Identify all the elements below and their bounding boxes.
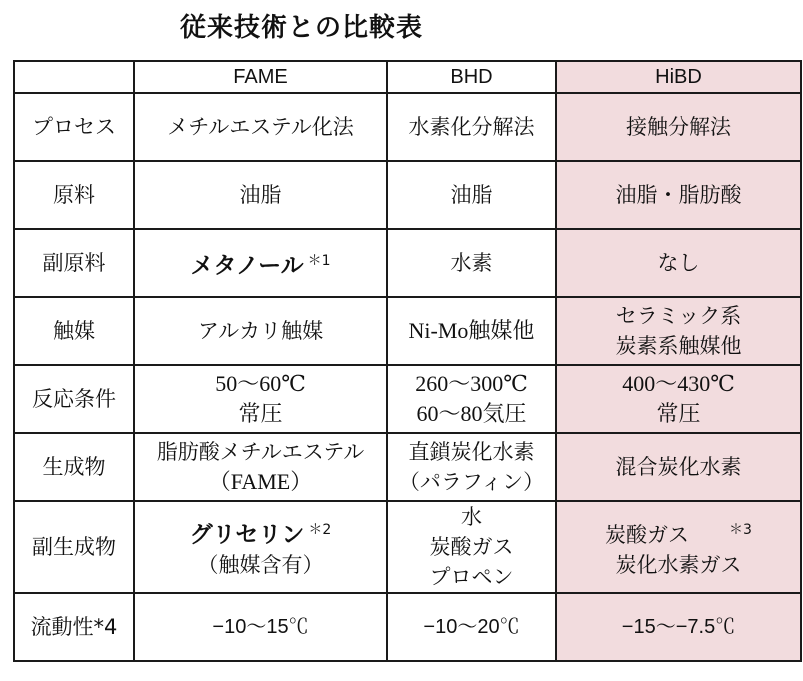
cell-bhd-line-3: プロペン	[429, 565, 514, 589]
cell-hibd: なし	[556, 229, 801, 297]
cell-fame	[134, 365, 387, 433]
cell-bhd: Ni-Mo触媒他	[387, 297, 556, 365]
cell-fame-line-1: 脂肪酸メチルエステル	[156, 440, 365, 464]
cell-bhd-line-1: 直鎖炭化水素	[408, 440, 535, 464]
cell-hibd-line-1	[557, 515, 800, 550]
row-label: プロセス	[14, 93, 134, 161]
row-label: 生成物	[14, 433, 134, 501]
header-cell-empty	[14, 61, 134, 93]
cell-fame-text: グリセリン	[189, 521, 305, 548]
cell-fame-line-1	[135, 515, 386, 550]
cell-hibd-line-1: 400～430℃	[622, 371, 735, 396]
row-label: 反応条件	[14, 365, 134, 433]
cell-bhd-line-2: 炭酸ガス	[429, 535, 514, 559]
cell-fame-text: メタノール	[190, 252, 304, 279]
cell-bhd	[387, 365, 556, 433]
cell-fame-line-2: （FAME）	[208, 469, 313, 494]
table-row	[14, 93, 801, 161]
cell-hibd-line-2: 常圧	[656, 401, 701, 426]
table-row	[14, 501, 801, 593]
cell-hibd: −15～−7.5℃	[556, 593, 801, 661]
cell-fame	[134, 501, 387, 593]
cell-hibd	[556, 365, 801, 433]
cell-fame: −10～15℃	[134, 593, 387, 661]
cell-fame	[134, 433, 387, 501]
cell-hibd	[556, 297, 801, 365]
cell-fame: 油脂	[134, 161, 387, 229]
header-cell-fame: FAME	[134, 61, 387, 93]
cell-bhd	[387, 501, 556, 593]
cell-hibd-line-2: 炭化水素ガス	[615, 552, 742, 577]
table-row	[14, 365, 801, 433]
row-label: 副生成物	[14, 501, 134, 593]
cell-hibd: 混合炭化水素	[556, 433, 801, 501]
table-row	[14, 297, 801, 365]
row-label: 触媒	[14, 297, 134, 365]
cell-bhd-line-2: （パラフィン）	[398, 470, 545, 494]
cell-bhd-line-1: 水	[461, 505, 482, 529]
table-row	[14, 161, 801, 229]
table-row	[14, 593, 801, 661]
cell-hibd	[556, 501, 801, 593]
table-row	[14, 229, 801, 297]
footnote-marker: ＊1	[307, 252, 331, 269]
comparison-table	[13, 60, 802, 662]
table-row	[14, 433, 801, 501]
cell-fame: メチルエステル化法	[134, 93, 387, 161]
cell-hibd-line-1: セラミック系	[615, 304, 742, 328]
cell-hibd: 油脂・脂肪酸	[556, 161, 801, 229]
header-cell-bhd: BHD	[387, 61, 556, 93]
cell-fame-line-2: （触媒含有）	[197, 552, 324, 577]
row-label: 副原料	[14, 229, 134, 297]
page-title: 従来技術との比較表	[180, 13, 424, 43]
cell-hibd-text: 炭酸ガス	[605, 522, 690, 547]
cell-bhd-line-2: 60～80気圧	[416, 401, 527, 426]
cell-fame: アルカリ触媒	[134, 297, 387, 365]
cell-bhd	[387, 433, 556, 501]
cell-bhd: −10～20℃	[387, 593, 556, 661]
cell-fame	[134, 229, 387, 297]
cell-bhd-line-1: 260～300℃	[415, 371, 528, 396]
cell-fame-line-1: 50～60℃	[215, 371, 306, 396]
cell-bhd: 水素	[387, 229, 556, 297]
table-header-row	[14, 61, 801, 93]
header-cell-hibd: HiBD	[556, 61, 801, 93]
cell-hibd-line-2: 炭素系触媒他	[615, 334, 742, 358]
cell-hibd: 接触分解法	[556, 93, 801, 161]
footnote-marker: ＊3	[729, 521, 752, 538]
cell-bhd: 油脂	[387, 161, 556, 229]
row-label: 流動性*4	[14, 593, 134, 661]
row-label: 原料	[14, 161, 134, 229]
cell-bhd: 水素化分解法	[387, 93, 556, 161]
footnote-marker: ＊2	[308, 521, 332, 538]
cell-fame-line-2: 常圧	[238, 401, 283, 426]
